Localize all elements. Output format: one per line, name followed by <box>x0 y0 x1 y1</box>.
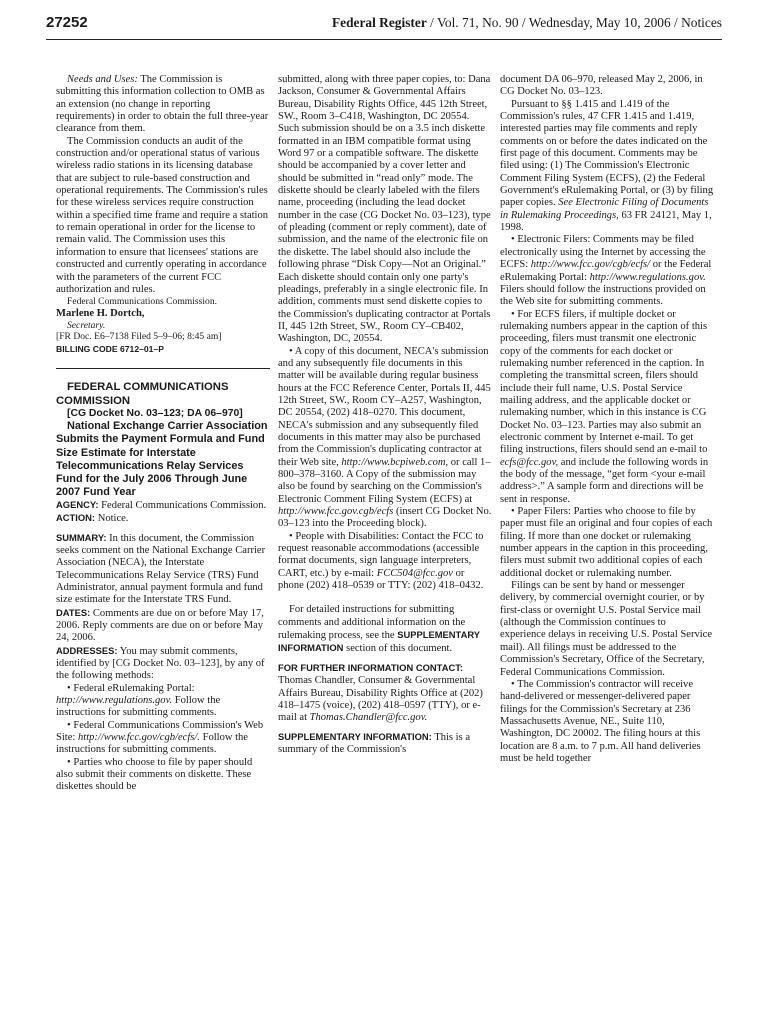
page-number: 27252 <box>46 14 88 31</box>
further-info-text: Thomas Chandler, Consumer & Governmental Affairs Bureau, Disability Rights Office at (202) 418–1475 (voice), (202) 418–0597 (TTY), or e-mail at <box>278 675 483 724</box>
addresses-label: ADDRESSES: <box>56 644 118 656</box>
document-release-paragraph: document DA 06–970, released May 2, 2006, in CG Docket No. 03–123. <box>500 74 703 98</box>
issue-info: / Vol. 71, No. 90 / Wednesday, May 10, 2006 / Notices <box>426 15 722 30</box>
diskette-paragraph: submitted, along with three paper copies, to: Dana Jackson, Consumer & Governmental Affairs Bureau, Disability Rights Office, 445 12th Street, SW., Room 3–C418, Washington, DC 20554. Such submission should be on a 3.5 inch diskette formatted in an IBM compatible format using Word 97 or a compatible software. The diskette should be accompanied by a cover letter and should be submitted in “read only” mode. The diskette should be clearly labeled with the filers name, proceeding (including the lead docket number in the case (CG Docket No. 03–123), type of pleading (comment or reply comment), date of submission, and the name of the electronic file on the diskette. The label should also include the following phrase “Disk Copy—Not an Original.” Each diskette should contain only one party's pleadings, preferably in a single electronic file. In addition, comments must send diskette copies to the Commission's duplicating contractor at Portals II, 445 12th Street, SW., Room CY–CB402, Washington, DC, 20554. <box>278 74 491 345</box>
bullet-fcc-website <box>56 720 270 757</box>
signoff-title: Secretary. <box>67 319 106 331</box>
needs-text: The Commission is submitting this information collection to OMB as an extension (no change in reporting requirements) in order to obtain the full three-year clearance from them. <box>56 74 269 135</box>
detailed-instructions-paragraph <box>278 604 492 655</box>
bullet-text: • Federal Communications Commission's Web Site: <box>56 719 264 744</box>
supplementary-ref: SUPPLEMENTARY INFORMATION <box>278 629 480 654</box>
citation-italic: See Electronic Filing of Documents in Rulemaking Proceedings, <box>500 197 709 221</box>
billing-code: BILLING CODE 6712–01–P <box>56 343 164 354</box>
signoff-org: Federal Communications Commission. <box>67 296 218 308</box>
action-line <box>56 512 270 525</box>
docket-heading: [CG Docket No. 03–123; DA 06–970] <box>67 407 243 419</box>
regulations-link[interactable]: http://www.regulations.gov. <box>589 271 706 283</box>
needs-and-uses-paragraph <box>56 74 270 136</box>
bullet-text: or call 1–800–378–3160. A Copy of the submission may also be found by searching on the Commission's Electronic Comment Filing System (ECFS) at <box>278 456 491 505</box>
dates-label: DATES: <box>56 606 91 618</box>
column-2 <box>278 74 492 1014</box>
bullet-text: or the Federal eRulemaking Portal: <box>500 259 712 283</box>
chandler-email-link[interactable]: Thomas.Chandler@fcc.gov. <box>309 712 428 724</box>
bullet-erulemaking <box>56 683 270 720</box>
column-1 <box>56 74 270 1014</box>
ecfs-link[interactable]: http://www.fcc.gov/cgb/ecfs/ <box>530 259 651 271</box>
fr-doc-line: [FR Doc. E6–7138 Filed 5–9–06; 8:45 am] <box>56 331 222 343</box>
bullet-text: • A copy of this document, NECA's submission and any subsequently file documents in this matter will be available during regular business hours at the FCC Reference Center, Portals II, 445 12th Street, SW., Room CY–A257, Washington, DC 20554, (202) 418–0270. This document, NECA's submission and any subsequently filed documents in this matter may also be purchased from the Commission's duplicating contractor at their Web site, <box>278 345 491 468</box>
bullet-copy-available <box>278 346 492 531</box>
notice-title: National Exchange Carrier Association Submits the Payment Formula and Fund Size Estimate for Interstate Telecommunications Relay Services Fund for the July 2006 Through June 2007 Fund Year <box>56 420 268 498</box>
bullet-text: • For ECFS filers, if multiple docket or rulemaking numbers appear in the caption of this proceeding, filers must transmit one electronic copy of the comments for each docket or rulemaking number referenced in the caption. In completing the transmittal screen, filers should include their full name, U.S. Postal Service mailing address, and the applicable docket or rulemaking number, which in this instance is CG Docket No. 03–123. Parties may also submit an electronic comment by Internet e-mail. To get filing instructions, filers should send an e-mail to <box>500 308 708 456</box>
further-info-paragraph <box>278 662 492 725</box>
paragraph-text: Pursuant to §§ 1.415 and 1.419 of the Commission's rules, 47 CFR 1.415 and 1.419, interested parties may file comments and reply comments on or before the dates indicated on the first page of this document. Comments may be filed using: (1) The Commission's Electronic Comment Filing System (ECFS), (2) the Federal Government's eRulemaking Portal, or (3) by filing paper copies. <box>500 98 714 209</box>
bullet-text: and include the following words in the body of the message, “get form <your e-mail address>.” A sample form and directions will be sent in response. <box>500 456 709 505</box>
agency-line <box>56 499 270 512</box>
supplementary-text: This is a summary of the Commission's <box>278 731 471 755</box>
bullet-text: • Federal eRulemaking Portal: <box>67 682 195 694</box>
ecfs-email-link[interactable]: ecfs@fcc.gov, <box>500 456 559 468</box>
action-text: Notice. <box>95 513 129 525</box>
ecfs-link[interactable]: http://www.fcc.gov.cgb/ecfs <box>278 506 394 518</box>
dates-text: Comments are due on or before May 17, 2006. Reply comments are due on or before May 24, 2006. <box>56 607 264 644</box>
paragraph-text: For detailed instructions for submitting comments and additional information on the rulemaking process, see the <box>278 604 466 642</box>
bullet-text: (insert CG Docket No. 03–123 into the Proceeding block). <box>278 506 492 530</box>
paragraph-text: 63 FR 24121, May 1, 1998. <box>500 209 712 234</box>
bullet-text: Follow the instructions for submitting comments. <box>56 695 221 719</box>
agency-heading: FEDERAL COMMUNICATIONS COMMISSION <box>56 381 229 407</box>
bullet-disabilities <box>278 531 492 593</box>
bullet-text: • Electronic Filers: Comments may be filed electronically using the Internet by accessing the ECFS: <box>500 234 706 271</box>
bullet-paper-filers: • Paper Filers: Parties who choose to file by paper must file an original and four copies of each filing. If more than one docket or rulemaking number appears in the caption in this proceeding, filers must submit two additional copies of each additional docket or rulemaking number. <box>500 506 713 579</box>
publication-name: Federal Register <box>331 15 427 30</box>
agency-label: AGENCY: <box>56 498 99 510</box>
action-label: ACTION: <box>56 512 96 524</box>
audit-paragraph: The Commission conducts an audit of the construction and/or operational status of various wireless radio stations in its licensing database that are subject to rule-based construction and operational requirements. The Commission's rules for these wireless services require construction within a specified time frame and require a station to remain operational in order for the license to remain valid. The Commission uses this information to ensure that licensees' stations are constructed and currently operating in accordance with the parameters of the current FCC authorization and rules. <box>56 135 269 295</box>
summary-text: In this document, the Commission seeks comment on the National Exchange Carrier Association (NECA), the Interstate Telecommunications Relay Service (TRS) Fund Administrator, annual payment formula and fund size estimate for the Interstate TRS Fund. <box>56 532 266 606</box>
bullet-text: Filers should follow the instructions provided on the Web site for submitting comments. <box>500 283 706 308</box>
column-3 <box>500 74 714 1014</box>
bullet-text: Follow the instructions for submitting comments. <box>56 732 248 756</box>
bullet-contractor: • The Commission's contractor will receive hand-delivered or messenger-delivered paper filings for the Commission's Secretary at 236 Massachusetts Avenue, NE., Suite 110, Washington, DC 20002. The filing hours at this location are 8 a.m. to 7 p.m. All hand deliveries must be held together <box>500 678 701 764</box>
pursuant-paragraph <box>500 99 714 235</box>
bullet-text: • People with Disabilities: Contact the FCC to request reasonable accommodations (accessible format documents, sign language interpreters, CART, etc.) by e-mail: <box>278 530 484 579</box>
bullet-paper-diskette: • Parties who choose to file by paper should also submit their comments on diskette. These diskettes should be <box>56 756 253 793</box>
supplementary-label: SUPPLEMENTARY INFORMATION: <box>278 730 432 742</box>
agency-text: Federal Communications Commission. <box>98 499 267 511</box>
summary-paragraph <box>56 532 270 607</box>
publication-line <box>332 15 722 31</box>
ecfs-link[interactable]: http://www.fcc.gov/cgb/ecfs/. <box>77 732 200 744</box>
dates-paragraph <box>56 607 270 645</box>
regulations-link[interactable]: http://www.regulations.gov. <box>56 695 173 707</box>
paragraph-text: section of this document. <box>343 643 453 655</box>
supplementary-paragraph <box>278 731 492 757</box>
bullet-text: or phone (202) 418–0539 or TTY: (202) 418–0432. <box>278 567 484 592</box>
needs-label: Needs and Uses: <box>67 74 138 85</box>
filings-delivery-paragraph: Filings can be sent by hand or messenger delivery, by commercial overnight courier, or by first-class or overnight U.S. Postal Service mail (although the Commission continues to experience delays in receiving U.S. Postal Service mail). All filings must be addressed to the Commission's Secretary, Office of the Secretary, Federal Communications Commission. <box>500 580 713 678</box>
page-header <box>46 12 722 40</box>
addresses-paragraph <box>56 645 270 683</box>
further-info-label: FOR FURTHER INFORMATION CONTACT: <box>278 661 464 673</box>
summary-label: SUMMARY: <box>56 531 107 543</box>
bcpiweb-link[interactable]: http://www.bcpiweb.com, <box>341 456 449 468</box>
fcc504-email-link[interactable]: FCC504@fcc.gov <box>376 567 453 579</box>
bullet-electronic-filers <box>500 234 714 308</box>
addresses-text: You may submit comments, identified by [CG Docket No. 03–123], by any of the following methods: <box>56 645 265 682</box>
signoff-name: Marlene H. Dortch, <box>56 307 145 319</box>
section-divider <box>56 368 270 369</box>
bullet-ecfs-filers <box>500 309 714 507</box>
